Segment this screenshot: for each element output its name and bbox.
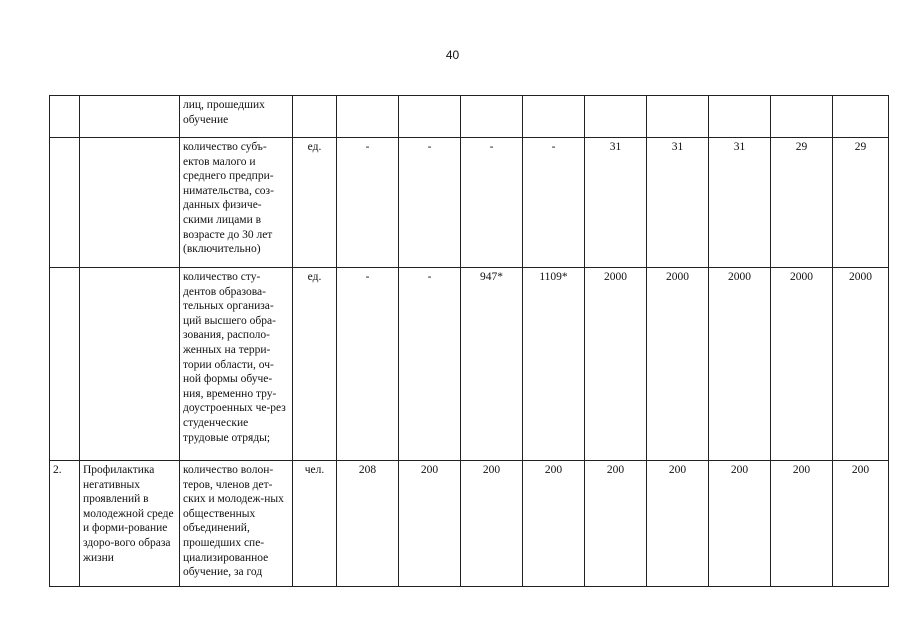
- value-cell: 31: [585, 138, 647, 268]
- value-cell: 31: [647, 138, 709, 268]
- value-cell: 947*: [461, 268, 523, 461]
- value-cell: 200: [585, 461, 647, 587]
- unit-cell: [293, 96, 337, 138]
- value-cell: -: [337, 138, 399, 268]
- value-cell: 2000: [585, 268, 647, 461]
- indicator-text: количество сту-дентов образова-тельных организа-ций высшего обра-зования, располо-женных на терри-тории области, оч-ной формы обуче-ния, временно тру-доустроенных че-рез студенческие трудовые отряды;: [180, 268, 293, 461]
- value-cell: 200: [399, 461, 461, 587]
- value-cell: 200: [461, 461, 523, 587]
- value-cell: [523, 96, 585, 138]
- section-name: [80, 138, 180, 268]
- value-cell: 2000: [709, 268, 771, 461]
- section-name: Профилактика негативных проявлений в молодежной среде и форми-рование здоро-вого образа жизни: [80, 461, 180, 587]
- row-index: [50, 268, 80, 461]
- section-name: [80, 268, 180, 461]
- table-row: [50, 96, 889, 138]
- indicators-table: [49, 95, 889, 587]
- value-cell: 200: [523, 461, 585, 587]
- unit-cell: ед.: [293, 138, 337, 268]
- value-cell: 29: [771, 138, 833, 268]
- table-row: [50, 461, 889, 587]
- value-cell: 200: [833, 461, 889, 587]
- value-cell: 2000: [647, 268, 709, 461]
- value-cell: [399, 96, 461, 138]
- value-cell: -: [337, 268, 399, 461]
- indicator-text: лиц, прошедших обучение: [180, 96, 293, 138]
- value-cell: 200: [709, 461, 771, 587]
- value-cell: [337, 96, 399, 138]
- value-cell: 2000: [771, 268, 833, 461]
- value-cell: [833, 96, 889, 138]
- value-cell: -: [523, 138, 585, 268]
- table-row: [50, 268, 889, 461]
- table-row: [50, 138, 889, 268]
- value-cell: -: [399, 138, 461, 268]
- value-cell: -: [399, 268, 461, 461]
- value-cell: 2000: [833, 268, 889, 461]
- row-index: [50, 96, 80, 138]
- unit-cell: чел.: [293, 461, 337, 587]
- row-index: [50, 138, 80, 268]
- row-index: 2.: [50, 461, 80, 587]
- value-cell: [461, 96, 523, 138]
- value-cell: 208: [337, 461, 399, 587]
- value-cell: 200: [771, 461, 833, 587]
- value-cell: [771, 96, 833, 138]
- value-cell: 200: [647, 461, 709, 587]
- value-cell: 29: [833, 138, 889, 268]
- value-cell: [585, 96, 647, 138]
- indicator-text: количество волон-теров, членов дет-ских и молодеж-ных общественных объединений, прошедших спе-циализированное обучение, за год: [180, 461, 293, 587]
- value-cell: [647, 96, 709, 138]
- unit-cell: ед.: [293, 268, 337, 461]
- value-cell: -: [461, 138, 523, 268]
- indicator-text: количество субъ-ектов малого и среднего предпри-нимательства, соз-данных физиче-скими лицами в возрасте до 30 лет (включительно): [180, 138, 293, 268]
- page-number: 40: [445, 48, 460, 62]
- section-name: [80, 96, 180, 138]
- value-cell: 31: [709, 138, 771, 268]
- value-cell: [709, 96, 771, 138]
- value-cell: 1109*: [523, 268, 585, 461]
